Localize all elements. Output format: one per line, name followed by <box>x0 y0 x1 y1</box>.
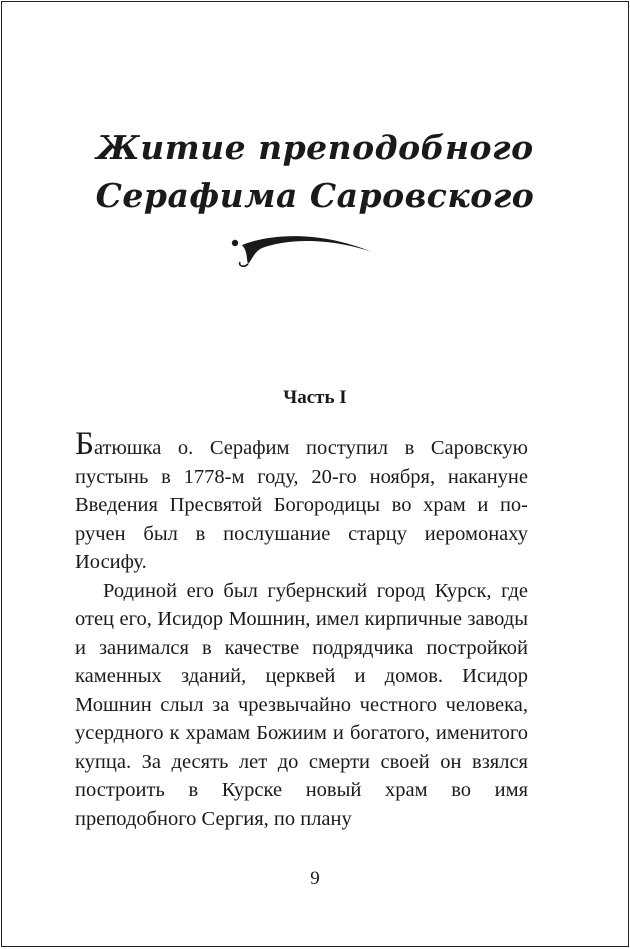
section-heading: Часть I <box>283 387 347 408</box>
chapter-title-line-1: Житие преподобного <box>96 128 534 167</box>
paragraph-2: Родиной его был губернский город Курск, где отец его, Исидор Мошнин, имел кирпичные заводы и занимался в качестве подрядчика постройкой каменных зданий, церквей и домов. Исидор Мошнин слыл за чрезвычайно честного человека, усердного к храмам Божиим и богатого, именитого купца. За десять лет до смерти своей он взялся построить в Курске новый храм во имя преподобного Сергия, по плану <box>75 579 528 830</box>
chapter-title <box>2 124 628 220</box>
page-number: 9 <box>310 868 320 889</box>
paragraph-1 <box>75 426 528 577</box>
drop-cap: Б <box>75 426 94 462</box>
chapter-title-line-2: Серафима Саровского <box>95 176 535 215</box>
body-text <box>75 426 528 833</box>
book-page <box>1 1 629 947</box>
flourish-ornament-icon <box>224 228 374 270</box>
paragraph-1-text: атюшка о. Серафим поступил в Саровскую пустынь в 1778-м году, 20-го ноября, накануне Введения Пресвятой Богородицы во храм и поручен был в послушание старцу иеромонаху Иосифу. <box>75 437 528 573</box>
